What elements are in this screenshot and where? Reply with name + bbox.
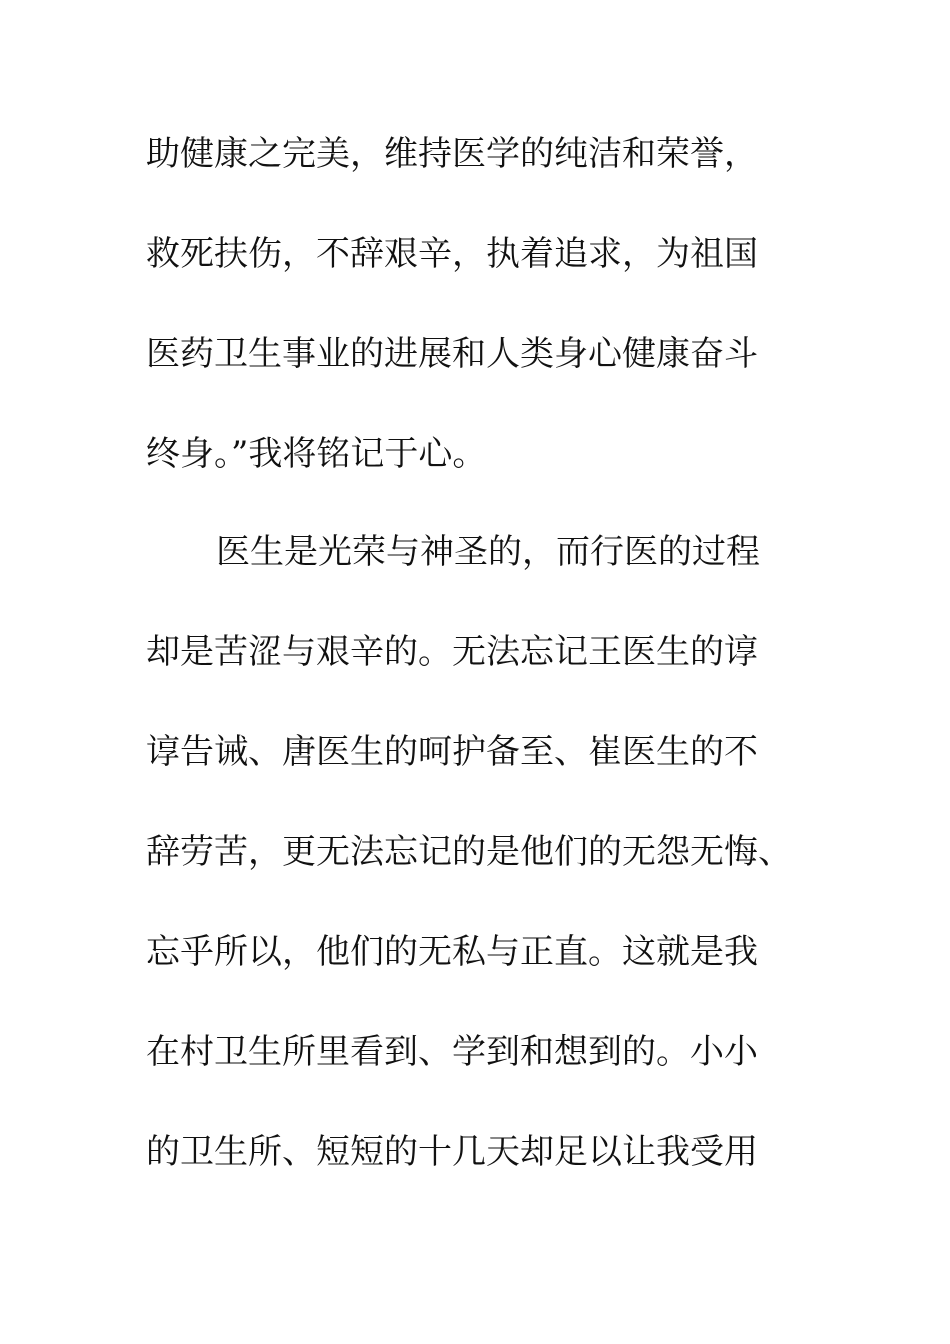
text-line-6: 却是苦涩与艰辛的。无法忘记王医生的谆 — [146, 632, 758, 672]
text-line-10: 在村卫生所里看到、学到和想到的。小小 — [146, 1032, 758, 1072]
text-line-7: 谆告诫、唐医生的呵护备至、崔医生的不 — [146, 732, 758, 772]
text-line-3: 医药卫生事业的进展和人类身心健康奋斗 — [146, 334, 758, 374]
text-line-9: 忘乎所以，他们的无私与正直。这就是我 — [146, 932, 758, 972]
text-line-8: 辞劳苦，更无法忘记的是他们的无怨无悔、 — [146, 832, 792, 872]
text-line-2: 救死扶伤，不辞艰辛，执着追求，为祖国 — [146, 234, 758, 274]
paragraph-start-line: 医生是光荣与神圣的，而行医的过程 — [216, 532, 760, 572]
text-line-4: 终身。”我将铭记于心。 — [146, 434, 487, 474]
text-line-11: 的卫生所、短短的十几天却足以让我受用 — [146, 1132, 758, 1172]
text-line-1: 助健康之完美，维持医学的纯洁和荣誉， — [146, 134, 758, 174]
